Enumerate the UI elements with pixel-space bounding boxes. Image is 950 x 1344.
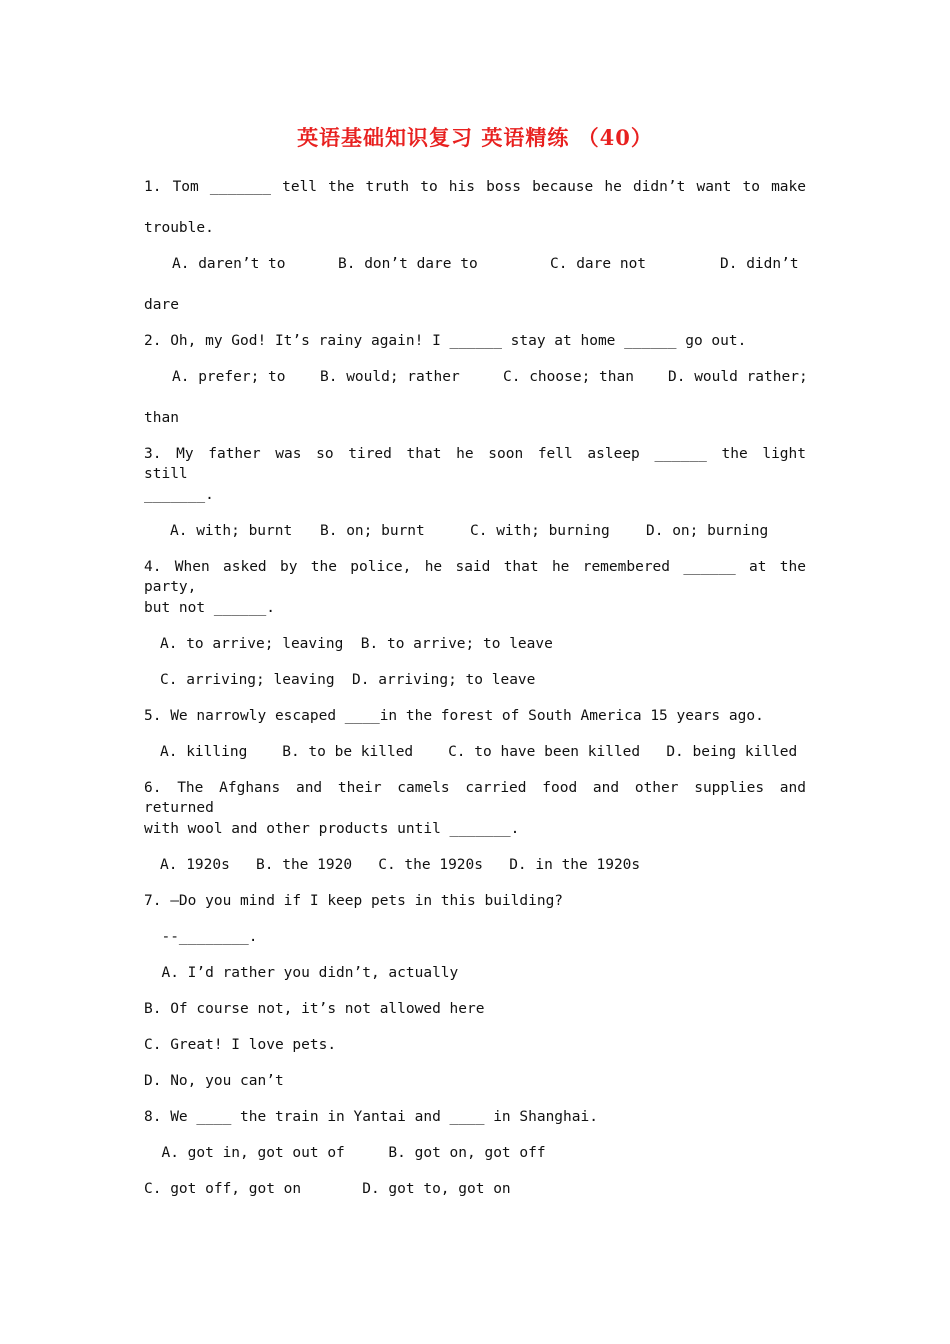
question-4-stem-cont: but not ______. [144,600,275,616]
question-3-stem-cont: _______. [144,487,214,503]
question-1-stem-cont: trouble. [144,220,214,236]
q1-option-c: C. dare not [550,256,647,272]
question-8-options-cd: C. got off, got on D. got to, got on [144,1181,511,1197]
question-7-reply-blank: --________. [144,929,258,945]
question-4-stem: 4. When asked by the police, he said that he remembered ______ at the party, [144,559,806,595]
q1-option-b: B. don’t dare to [338,256,478,272]
q3-option-d: D. on; burning [646,523,769,539]
q2-option-a: A. prefer; to [172,369,286,385]
q2-option-b: B. would; rather [320,369,460,385]
q7-option-a: A. I’d rather you didn’t, actually [144,965,459,981]
question-3-stem: 3. My father was so tired that he soon fell asleep ______ the light still [144,446,806,482]
q2-option-d: D. would rather; [668,369,808,385]
q3-option-a: A. with; burnt [170,523,293,539]
question-8-options-ab: A. got in, got out of B. got on, got off [144,1145,546,1161]
question-4-options-cd: C. arriving; leaving D. arriving; to leave [160,672,536,688]
q2-option-d-cont: than [144,410,179,426]
question-6-options: A. 1920s B. the 1920 C. the 1920s D. in the 1920s [160,857,641,873]
q1-option-d-cont: dare [144,297,179,313]
q2-option-c: C. choose; than [503,369,634,385]
q1-option-d: D. didn’t [720,256,799,272]
question-6-stem-cont: with wool and other products until _______. [144,821,520,837]
question-2-stem: 2. Oh, my God! It’s rainy again! I ______ stay at home ______ go out. [144,333,747,349]
q3-option-b: B. on; burnt [320,523,425,539]
q7-option-b: B. Of course not, it’s not allowed here [144,1001,485,1017]
question-7-stem: 7. –Do you mind if I keep pets in this building? [144,893,564,909]
question-8-stem: 8. We ____ the train in Yantai and ____ in Shanghai. [144,1109,598,1125]
q1-option-a: A. daren’t to [172,256,286,272]
q7-option-c: C. Great! I love pets. [144,1037,337,1053]
question-1-stem: 1. Tom _______ tell the truth to his boss because he didn’t want to make [144,179,806,195]
q7-option-d: D. No, you can’t [144,1073,284,1089]
question-6-stem: 6. The Afghans and their camels carried food and other supplies and returned [144,780,806,816]
q3-option-c: C. with; burning [470,523,610,539]
question-5-stem: 5. We narrowly escaped ____in the forest of South America 15 years ago. [144,708,764,724]
document-title: 英语基础知识复习 英语精练 （40） [297,125,653,150]
question-5-options: A. killing B. to be killed C. to have been killed D. being killed [160,744,798,760]
question-4-options-ab: A. to arrive; leaving B. to arrive; to leave [160,636,553,652]
